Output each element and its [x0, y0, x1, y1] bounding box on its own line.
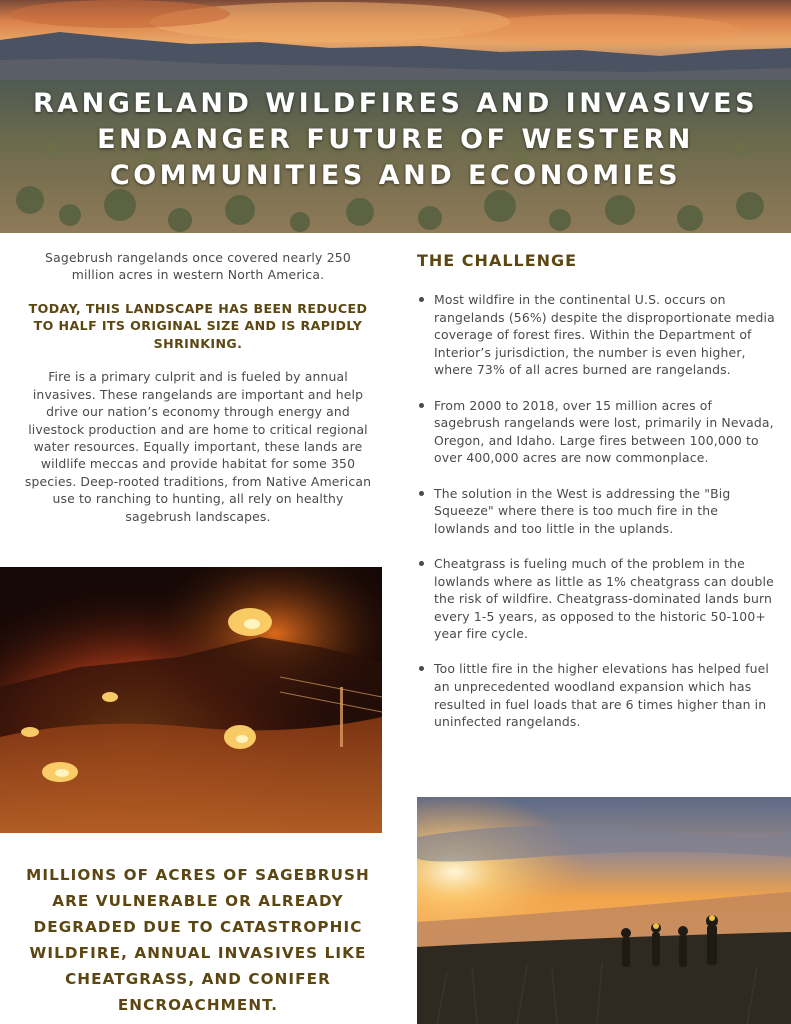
title-line: ENDANGER FUTURE OF WESTERN	[97, 124, 694, 155]
bullet-text: Most wildfire in the continental U.S. occurs on rangelands (56%) despite the disproportionate media coverage of forest fires. Within the Department of Interior’s jurisdiction, the number is even higher, where 73% of all acres burned are rangelands.	[434, 292, 775, 378]
bullet-icon	[419, 666, 424, 671]
wildfire-night-photo	[0, 567, 382, 833]
intro-emphasis: TODAY, THIS LANDSCAPE HAS BEEN REDUCED TO HALF ITS ORIGINAL SIZE AND IS RAPIDLY SHRINKING.	[28, 300, 368, 351]
list-item	[417, 660, 775, 730]
title-line: RANGELAND WILDFIRES AND INVASIVES	[32, 88, 759, 119]
bullet-icon	[419, 297, 424, 302]
callout-statement: MILLIONS OF ACRES OF SAGEBRUSH ARE VULNERABLE OR ALREADY DEGRADED DUE TO CATASTROPHIC WILDFIRE, ANNUAL INVASIVES LIKE CHEATGRASS, AND CONIFER ENCROACHMENT.	[26, 866, 370, 1014]
bullet-text: Cheatgrass is fueling much of the problem in the lowlands where as little as 1% cheatgrass can double the risk of wildfire. Cheatgrass-dominated lands burn every 1-5 years, as opposed to the historic 50-100+ year fire cycle.	[434, 555, 774, 642]
firefighters-sunset-photo	[417, 797, 791, 1024]
list-item	[417, 397, 775, 467]
bullet-text: From 2000 to 2018, over 15 million acres of sagebrush rangelands were lost, primarily in Nevada, Oregon, and Idaho. Large fires between 100,000 to over 400,000 acres are now commonplace.	[434, 397, 774, 466]
intro-body: Fire is a primary culprit and is fueled by annual invasives. These rangelands are important and help drive our nation’s economy through energy and livestock production and are home to critical regional water resources. Equally important, these lands are wildlife meccas and provide habitat for some 350 species. Deep-rooted traditions, from Native American use to ranching to hunting, all rely on healthy sagebrush landscapes.	[24, 369, 372, 524]
challenge-heading: THE CHALLENGE	[417, 251, 578, 270]
bullet-text: Too little fire in the higher elevations has helped fuel an unprecedented woodland expansion which has resulted in fuel loads that are 6 times higher than in uninfected rangelands.	[434, 661, 770, 730]
intro-lead: Sagebrush rangelands once covered nearly 250 million acres in western North America.	[45, 250, 351, 283]
list-item	[417, 291, 775, 379]
bullet-icon	[419, 491, 424, 496]
bullet-icon	[419, 403, 424, 408]
list-item	[417, 485, 775, 538]
hero-banner	[0, 0, 791, 233]
challenge-section	[417, 250, 775, 748]
bullet-icon	[419, 561, 424, 566]
page-title	[0, 86, 791, 194]
challenge-list	[417, 291, 775, 731]
title-line: COMMUNITIES AND ECONOMIES	[109, 160, 682, 191]
bullet-text: The solution in the West is addressing the "Big Squeeze" where there is too much fire in the lowlands and too little in the uplands.	[434, 485, 731, 536]
list-item	[417, 555, 775, 643]
intro-section	[22, 249, 374, 525]
wildfire-image	[0, 567, 382, 833]
firefighters-image	[417, 797, 791, 1024]
